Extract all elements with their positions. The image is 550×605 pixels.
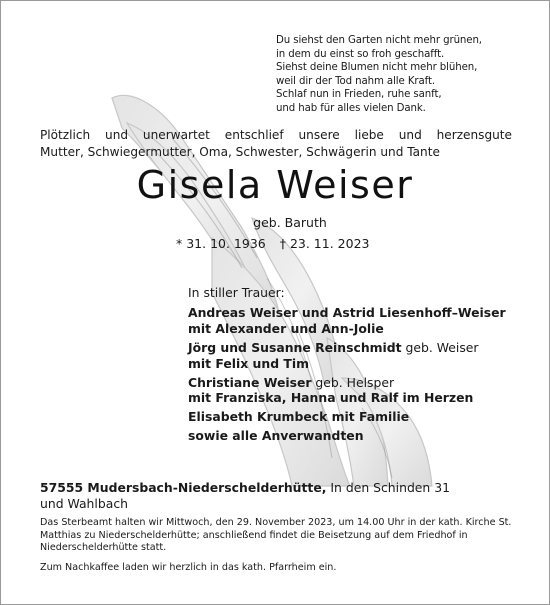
mourner-nee: geb. Helsper (311, 374, 395, 390)
birth-date: * 31. 10. 1936 (176, 236, 266, 251)
mourner-line: Andreas Weiser und Astrid Liesenhoff–Weiser (188, 304, 506, 320)
intro-text (40, 127, 512, 161)
poem-line: in dem du einst so froh geschafft. (276, 48, 445, 60)
mourner-line: mit Franziska, Hanna und Ralf im Herzen (188, 390, 474, 406)
intro-line-1: Plötzlich und unerwartet entschlief unsere liebe und herzensgute (40, 128, 512, 142)
poem-line: Siehst deine Blumen nicht mehr blühen, (276, 62, 478, 74)
mourner-line: Jörg und Susanne Reinschmidt (188, 339, 402, 355)
poem-line: und hab für alles vielen Dank. (276, 102, 426, 114)
life-dates (176, 236, 379, 251)
birth-name: geb. Baruth (253, 215, 327, 230)
intro-line-2: Mutter, Schwiegermutter, Oma, Schwester, Schwägerin und Tante (40, 145, 440, 159)
mourner-nee: geb. Weiser (401, 339, 479, 355)
mourner-line: sowie alle Anverwandten (188, 428, 364, 444)
address (40, 480, 520, 511)
poem (276, 34, 536, 116)
address-line-2: und Wahlbach (40, 495, 128, 511)
address-town: 57555 Mudersbach-Niederschelderhütte, (40, 480, 327, 495)
mourner-line: Elisabeth Krumbeck mit Familie (188, 409, 410, 425)
mourners-list (188, 285, 528, 444)
mourner-line: Christiane Weiser (188, 374, 312, 390)
mourner-line: mit Alexander und Ann-Jolie (188, 320, 384, 336)
mourner-line: mit Felix und Tim (188, 355, 309, 371)
poem-line: Schlaf nun in Frieden, ruhe sanft, (276, 89, 442, 101)
address-street: In den Schinden 31 (326, 480, 450, 495)
funeral-info: Das Sterbeamt halten wir Mittwoch, den 29. November 2023, um 14.00 Uhr in der kath. Kirche St. Matthias zu Niederschelderhütte; anschließend findet die Beisetzung auf dem Friedhof in Niederschelderhütte statt. (40, 517, 512, 554)
mourners-heading: In stiller Trauer: (188, 285, 285, 300)
death-date: † 23. 11. 2023 (279, 236, 370, 251)
deceased-name: Gisela Weiser (136, 163, 414, 207)
coffee-info: Zum Nachkaffee laden wir herzlich in das kath. Pfarrheim ein. (40, 561, 337, 573)
poem-line: Du siehst den Garten nicht mehr grünen, (276, 35, 482, 46)
service-notes (40, 517, 520, 574)
poem-line: weil dir der Tod nahm alle Kraft. (276, 75, 435, 87)
